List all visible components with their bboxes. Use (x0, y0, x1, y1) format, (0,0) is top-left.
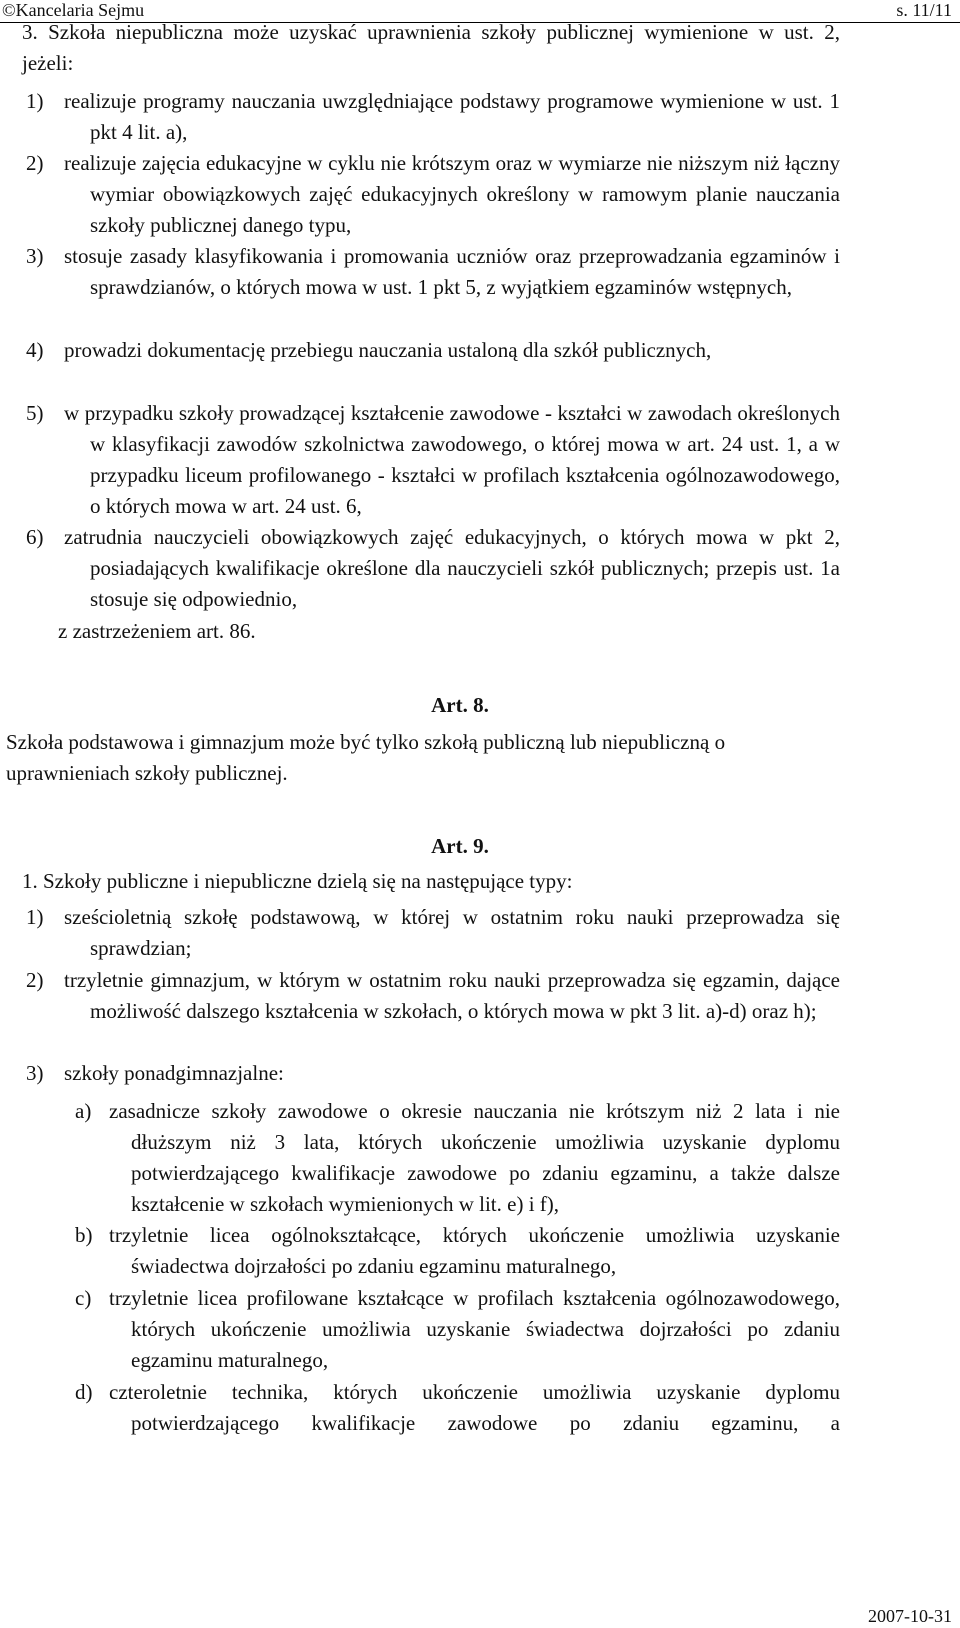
art9-item-3: 3) szkoły ponadgimnazjalne: (26, 1061, 284, 1085)
art9-subitem-a: a) zasadnicze szkoły zawodowe o okresie nauczania nie krótszym niż 2 lata i nie dłuższym niż 3 lata, których ukończenie umożliwia uzyskanie dyplomu potwierdzającego kwalifikacje zawodowe po zdaniu egzaminu, a także dalsze kształcenie w szkołach wymienionych w lit. e) i f), (75, 1099, 840, 1216)
list-item-text: stosuje zasady klasyfikowania i promowania uczniów oraz przeprowadzania egzaminów i sprawdzianów, o których mowa w ust. 1 pkt 5, z wyjątkiem egzaminów wstępnych, (64, 244, 840, 299)
section3-item-4: 4) prowadzi dokumentację przebiegu nauczania ustaloną dla szkół publicznych, (26, 338, 712, 362)
art9-subitem-b: b) trzyletnie licea ogólnokształcące, których ukończenie umożliwia uzyskanie świadectwa dojrzałości po zdaniu egzaminu maturalnego, (75, 1223, 840, 1278)
section3-item-1: 1) realizuje programy nauczania uwzględniające podstawy programowe wymienione w ust. 1 pkt 4 lit. a), (26, 89, 840, 144)
header-page-number: s. 11/11 (896, 0, 952, 20)
list-item-text: zasadnicze szkoły zawodowe o okresie nauczania nie krótszym niż 2 lata i nie dłuższym niż 3 lata, których ukończenie umożliwia uzyskanie dyplomu potwierdzającego kwalifikacje zawodowe po zdaniu egzaminu, a także dalsze kształcenie w szkołach wymienionych w lit. e) i f), (109, 1099, 840, 1216)
art8-text: Szkoła podstawowa i gimnazjum może być tylko szkołą publiczną lub niepubliczną o uprawnieniach szkoły publicznej. (6, 730, 726, 785)
art9-title: Art. 9. (431, 834, 489, 858)
section3-intro: 3. Szkoła niepubliczna może uzyskać uprawnienia szkoły publicznej wymienione w ust. 2, jeżeli: (22, 20, 840, 75)
header-publisher: ©Kancelaria Sejmu (2, 0, 145, 20)
art9-intro: 1. Szkoły publiczne i niepubliczne dzielą się na następujące typy: (22, 869, 573, 893)
section3-item-5: 5) w przypadku szkoły prowadzącej kształcenie zawodowe - kształci w zawodach określonych w klasyfikacji zawodów szkolnictwa zawodowego, o której mowa w art. 24 ust. 1, a w przypadku liceum profilowanego - kształci w profilach kształcenia ogólnozawodowego, o których mowa w art. 24 ust. 6, (26, 401, 840, 518)
list-item-text: trzyletnie licea profilowane kształcące w profilach kształcenia ogólnozawodowego, których ukończenie umożliwia uzyskanie świadectwa dojrzałości po zdaniu egzaminu maturalnego, (109, 1286, 840, 1372)
art9-item-1: 1) sześcioletnią szkołę podstawową, w której w ostatnim roku nauki przeprowadza się sprawdzian; (26, 905, 840, 960)
footer-date: 2007-10-31 (868, 1606, 952, 1626)
list-item-text: w przypadku szkoły prowadzącej kształcenie zawodowe - kształci w zawodach określonych w klasyfikacji zawodów szkolnictwa zawodowego, o której mowa w art. 24 ust. 1, a w przypadku liceum profilowanego - kształci w profilach kształcenia ogólnozawodowego, o których mowa w art. 24 ust. 6, (64, 401, 840, 518)
section3-closing: z zastrzeżeniem art. 86. (58, 619, 256, 643)
section3-item-3: 3) stosuje zasady klasyfikowania i promowania uczniów oraz przeprowadzania egzaminów i sprawdzianów, o których mowa w ust. 1 pkt 5, z wyjątkiem egzaminów wstępnych, (26, 244, 840, 299)
section3-item-2: 2) realizuje zajęcia edukacyjne w cyklu nie krótszym oraz w wymiarze nie niższym niż łączny wymiar obowiązkowych zajęć edukacyjnych określony w ramowym planie nauczania szkoły publicznej danego typu, (26, 151, 840, 237)
list-item-text: szkoły ponadgimnazjalne: (64, 1061, 284, 1085)
art9-subitem-c: c) trzyletnie licea profilowane kształcące w profilach kształcenia ogólnozawodowego, których ukończenie umożliwia uzyskanie świadectwa dojrzałości po zdaniu egzaminu maturalnego, (75, 1286, 840, 1372)
section3-item-6: 6) zatrudnia nauczycieli obowiązkowych zajęć edukacyjnych, o których mowa w pkt 2, posiadających kwalifikacje określone dla nauczycieli szkół publicznych; przepis ust. 1a stosuje się odpowiednio, (26, 525, 840, 611)
art9-item-2: 2) trzyletnie gimnazjum, w którym w ostatnim roku nauki przeprowadza się egzamin, dające możliwość dalszego kształcenia w szkołach, o których mowa w pkt 3 lit. a)-d) oraz h); (26, 968, 840, 1023)
art9-subitem-d: d) czteroletnie technika, których ukończenie umożliwia uzyskanie dyplomu potwierdzającego kwalifikacje zawodowe po zdaniu egzaminu, a (75, 1380, 840, 1435)
list-item-text: czteroletnie technika, których ukończenie umożliwia uzyskanie dyplomu potwierdzającego kwalifikacje zawodowe po zdaniu egzaminu, a (109, 1380, 840, 1435)
list-item-text: trzyletnie gimnazjum, w którym w ostatnim roku nauki przeprowadza się egzamin, dające możliwość dalszego kształcenia w szkołach, o których mowa w pkt 3 lit. a)-d) oraz h); (64, 968, 840, 1023)
art8-title: Art. 8. (431, 693, 489, 717)
list-item-text: realizuje programy nauczania uwzględniające podstawy programowe wymienione w ust. 1 pkt 4 lit. a), (64, 89, 840, 144)
list-item-text: zatrudnia nauczycieli obowiązkowych zajęć edukacyjnych, o których mowa w pkt 2, posiadających kwalifikacje określone dla nauczycieli szkół publicznych; przepis ust. 1a stosuje się odpowiednio, (64, 525, 840, 611)
list-item-text: sześcioletnią szkołę podstawową, w której w ostatnim roku nauki przeprowadza się sprawdzian; (64, 905, 840, 960)
list-item-text: realizuje zajęcia edukacyjne w cyklu nie krótszym oraz w wymiarze nie niższym niż łączny wymiar obowiązkowych zajęć edukacyjnych określony w ramowym planie nauczania szkoły publicznej danego typu, (64, 151, 840, 237)
list-item-text: trzyletnie licea ogólnokształcące, których ukończenie umożliwia uzyskanie świadectwa dojrzałości po zdaniu egzaminu maturalnego, (109, 1223, 840, 1278)
list-item-text: prowadzi dokumentację przebiegu nauczania ustaloną dla szkół publicznych, (64, 338, 712, 362)
